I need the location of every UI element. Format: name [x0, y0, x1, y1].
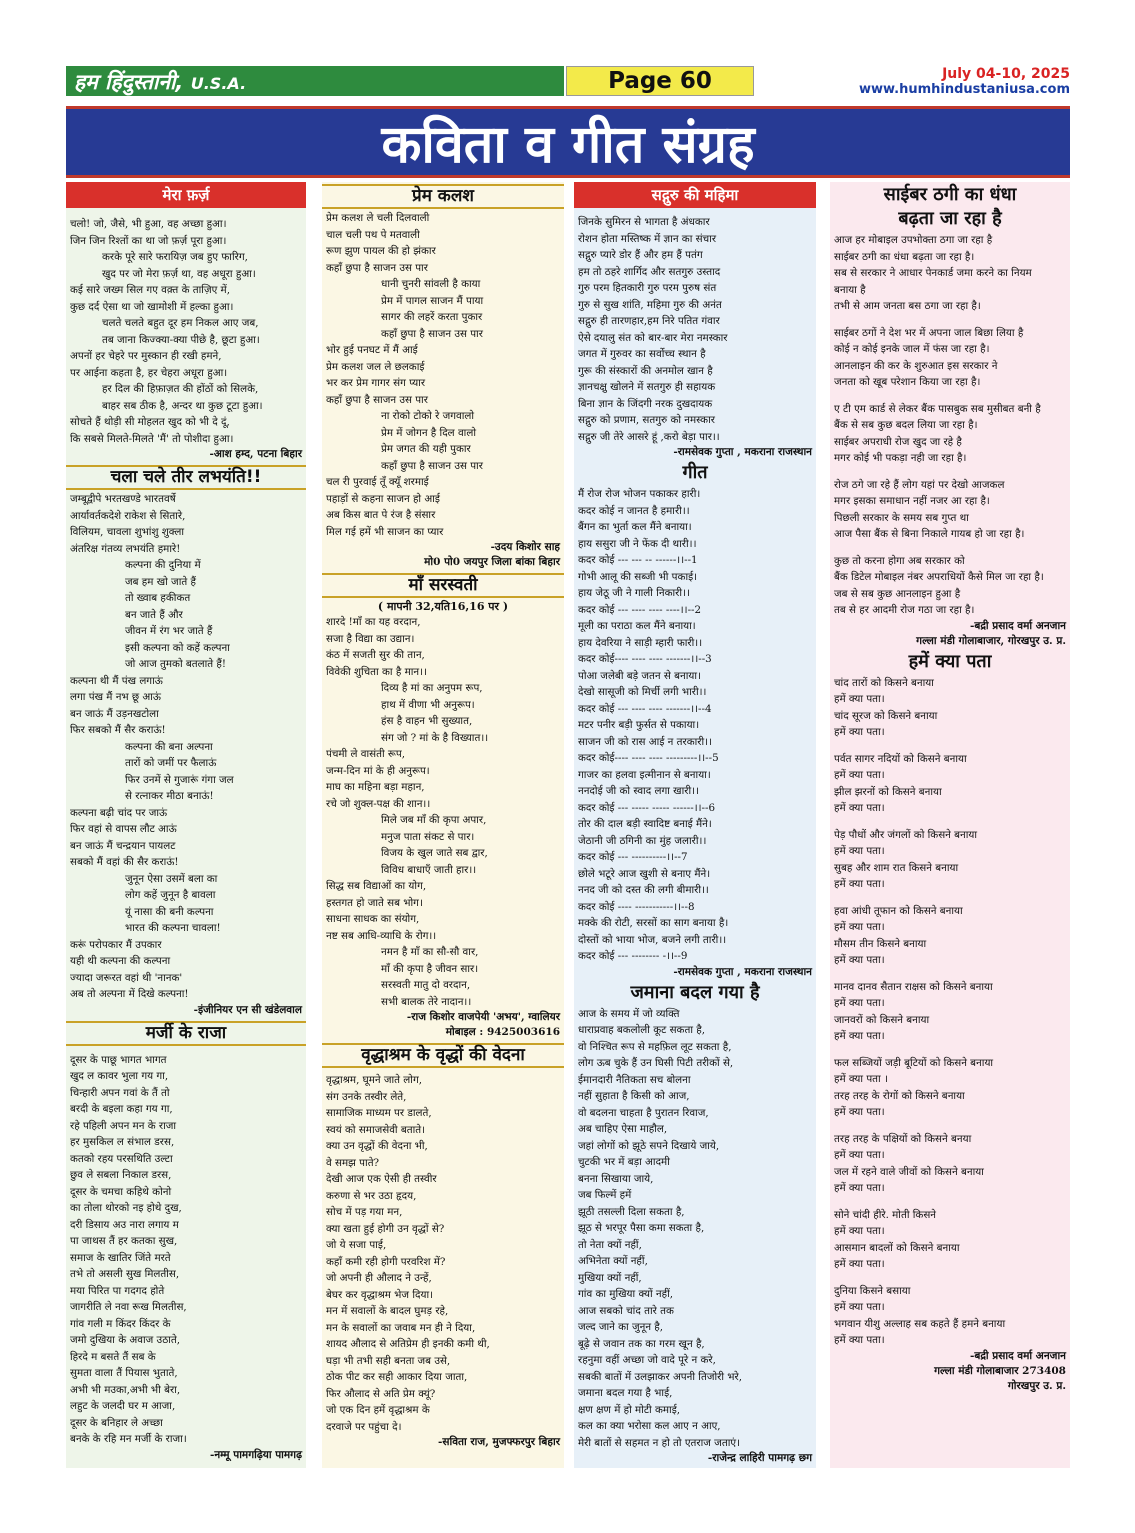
issue-date: July 04-10, 2025: [942, 66, 1070, 82]
poem-body: आज हर मोबाइल उपभोक्ता ठगा जा रहा है साईबर ठगी का धंधा बढ़ता जा रहा है। सब से सरकार ने आधार पेनकार्ड जमा करने का नियम बनाया है तभी से आम जनता बस ठगा जा रहा है। साईबर ठगों ने देश भर में अपना जाल बिछा लिया है कोई न कोई इनके जाल में फंस जा रहा है। आनलाइन की कर के शुरुआत इस सरकार ने जनता को खूब परेशान किया जा रहा है। ए टी एम कार्ड से लेकर बैंक पासबुक सब मुसीबत बनी है बैंक से सब कुछ बदल लिया जा रहा है। साईबर अपराधी रोज खुद जा रहे है मगर कोई भी पकड़ा नही जा रहा है। रोज ठगे जा रहे हैं लोग यहां पर देखो आजकल मगर इसका समाधान नहीं नजर आ रहा है। पिछली सरकार के समय सब गुप्त था आज पैसा बैंक से बिना निकाले गायब हो जा रहा है। कुछ तो करना होगा अब सरकार को बैंक डिटेल मोबाइल नंबर अपराधियों कैसे मिल जा रहा है। जब से सब कुछ आनलाइन हुआ है तब से हर आदमी रोज गठा जा रहा है।: [834, 232, 1066, 619]
poem-body: मैं रोज रोज भोजन पकाकर हारी। कदर कोई न जानत है हमारी।। बैंगन का भुर्ता कल मैंने बनाया। हाय ससुरा जी ने फेंक दी थारी।। कदर कोई --- --- -- ------।।--1 गोभी आलू की सब्जी भी पकाई। हाय जेठू जी ने गाली निकारी।। कदर कोई --- ---- ---- ----।।--2 मूली का पराठा कल मैंने बनाया। हाय देवरिया ने साड़ी म्हारी फारी।। कदर कोई---- ---- ---- -------।।--3 पोआ जलेबी बड़े जतन से बनाया। देखो सासूजी को मिर्ची लगी भारी।। कदर कोई --- ---- ---- -------।।--4 मटर पनीर बड़ी फुर्सत से पकाया। साजन जी को रास आई न तरकारी।। कदर कोई---- ---- ---- ---------।।--5 गाजर का हलवा इत्मीनान से बनाया। ननदोई जी को स्वाद लगा खारी।। कदर कोई --- ----- ----- ------।।--6 तोर की दाल बड़ी स्वादिष्ट बनाई मैंने। जेठानी जी ठगिनी का मुंह जलारी।। कदर कोई --- ----------।।--7 छोले भटूरे आज खुशी से बनाए मैंने। ननद जी को दस्त की लगी बीमारी।। कदर कोई ---- -----------।।--8 मक्के की रोटी, सरसों का साग बनाया है। दोस्तों को भाया भोज, बजने लगी तारी।। कदर कोई --- -------- -।।--9: [578, 488, 729, 962]
poem-author-address: मो0 पो0 जयपुर जिला बांका बिहार: [424, 556, 560, 568]
poem-body: आज के समय में जो व्यक्ति धाराप्रवाह बकलोली कूट सकता है, वो निश्चित रूप से महफ़िल लूट सकता है, लोग ऊब चुके हैं उन घिसी पिटी तरीकों से, ईमानदारी नैतिकता सच बोलना नहीं सुहाता है किसी को आज, वो बदलना चाहता है पुरातन रिवाज, अब चाहिए ऐसा माहौल, जहां लोगों को झूठे सपने दिखाये जाये, चुटकी भर में बड़ा आदमी बनना सिखाया जाये, जब फिल्में हमें झूठी तसल्ली दिला सकता है, झूठ से भरपूर पैसा कमा सकता है, तो नेता क्यों नहीं, अभिनेता क्यों नहीं, मुखिया क्यों नहीं, गांव का मुखिया क्यों नहीं, आज सबको चांद तारे तक जल्द जाने का जुनून है, बूढ़े से जवान तक का गरम खून है, रहनुमा वहीं अच्छा जो वादे पूरे न करे, सबकी बातों में उलझाकर अपनी तिजोरी भरे, जमाना बदल गया है भाई, क्षण क्षण में हो मोटी कमाई, कल का क्या भरोसा कल आए न आए, मेरी बातों से सहमत न हो तो एतराज जताएं।: [578, 1007, 743, 1449]
poem-title: वृद्धाश्रम के वृद्धों की वेदना: [322, 1043, 564, 1068]
poem-body: शारदे !माँ का यह वरदान, सजा है विद्या का उद्यान। कंठ में सजती सुर की तान, विवेकी शुचिता का है मान।। दिव्य है मां का अनुपम रूप, हाथ में वीणा भी अनुरूप। हंस है वाहन भी सुख्यात, संग जो ? मां के है विख्यात।। पंचमी ले वासंती रूप, जन्म-दिन मां के ही अनुरूप। माघ का महिना बड़ा महान, रचे जो शुक्ल-पक्ष की शान।। मिले जब माँ की कृपा अपार, मनुज पाता संकट से पार। विजय के खुल जाते सब द्वार, विविध बाधाएँ जाती हार।। सिद्ध सब विद्याओं का योग, हस्तगत हो जाते सब भोग। साधना साधक का संयोग, नष्ट सब आधि-व्याधि के रोग।। नमन है माँ का सौ-सौ वार, माँ की कृपा है जीवन सार। सरस्वती मातु दो वरदान, सभी बालक तेरे नादान।।: [326, 616, 489, 1008]
poem-body: चांद तारों को किसने बनाया हमें क्या पता। चांद सूरज को किसने बनाया हमें क्या पता। पर्वत सागर नदियों को किसने बनाया हमें क्या पता। झील झरनों को किसने बनाया हमें क्या पता। पेड़ पौधों और जंगलों को किसने बनाया हमें क्या पता। सुबह और शाम रात किसने बनाया हमें क्या पता। हवा आंधी तूफान को किसने बनाया हमें क्या पता। मौसम तीन किसने बनाया हमें क्या पता। मानव दानव सैतान राक्षस को किसने बनाया हमें क्या पता। जानवरों को किसने बनाया हमें क्या पता। फल सब्जियों जड़ी बूटियों को किसने बनाया हमें क्या पता । तरह तरह के रोगों को किसने बनाया हमें क्या पता। तरह तरह के पक्षियों को किसने बनया हमें क्या पता। जल में रहने वाले जीवों को किसने बनाया हमें क्या पता। सोने चांदी हीरे. मोती किसने हमें क्या पता। आसमान बादलों को किसने बनाया हमें क्या पता। दुनिया किसने बसाया हमें क्या पता। भगवान यीशु अल्लाह सब कहते हैं हमने बनाया हमें क्या पता।: [834, 675, 1066, 1349]
poem-title: सद्गुरु की महिमा: [574, 182, 816, 208]
poem-body: चलो! जो, जैसे, भी हुआ, वह अच्छा हुआ। जिन जिन रिश्तों का था जो फ़र्ज़ पूरा हुआ। करके पूरे सारे फरायिज़ जब हुए फारिग, खुद पर जो मेरा फ़र्ज़ था, वह अधूरा हुआ। कई सारे जख्म सिल गए वक़्त के ताज़िए में, कुछ दर्द ऐसा था जो खामोशी में हल्का हुआ। चलते चलते बहुत दूर हम निकल आए जब, तब जाना किज्क्या-क्या पीछे है, छूटा हुआ। अपनों हर चेहरे पर मुस्कान ही रखी हमने, पर आईना कहता है, हर चेहरा अधूरा हुआ। हर दिल की हिफ़ाज़त की होंठों को सिलके, बाहर सब ठीक है, अन्दर था कुछ टूटा हुआ। सोचते हैं थोड़ी सी मोहलत खुद को भी दे दूं, कि सबसे मिलते-मिलते 'मैं' तो पोशीदा हुआ।: [70, 218, 263, 445]
poem-author: -रामसेवक गुप्ता , मकराना राजस्थान: [673, 965, 812, 978]
poem-title: साईबर ठगी का धंधा: [883, 184, 1017, 205]
poem-author: -बद्री प्रसाद वर्मा अनजान: [969, 1349, 1066, 1362]
poem-title-line-2: बढ़ता जा रहा है: [898, 208, 1002, 229]
stanza-gap: [834, 893, 1066, 903]
paper-region: U.S.A.: [190, 74, 247, 93]
column-1: [66, 182, 306, 1468]
poem-author: -सविता राज, मुजफ्फरपुर बिहार: [438, 1436, 560, 1448]
poem-author-city: गोरखपुर उ. प्र.: [1007, 1379, 1066, 1392]
poem-body: प्रेम कलश ले चली दिलवाली चाल चली पथ पे मतवाली रूण झुण पायल की हो झंकार कहाँ छुपा है साजन उस पार धानी चुनरी सांवली है काया प्रेम में पागल साजन मैं पाया सागर की लहरें करता पुकार कहाँ छुपा है साजन उस पार भोर हुई पनघट में मैं आई प्रेम कलश जल ले छलकाई भर कर प्रेम गागर संग प्यार कहाँ छुपा है साजन उस पार ना रोको टोको रे जगवालो प्रेम में जोगन है दिल वालो प्रेम जगत की यही पुकार कहाँ छुपा है साजन उस पार चल री पुरवाई तूँ क्यूँ शरमाई पहाड़ों से कहना साजन हो आई अब किस बात पे रंज है संसार मिल गई हमें भी साजन का प्यार: [326, 212, 484, 538]
stanza-gap: [834, 969, 1066, 979]
stanza-gap: [834, 741, 1066, 751]
poem-body: वृद्धाश्रम, घूमने जाते लोग, संग उनके तस्वीर लेते, सामाजिक माध्यम पर डालते, स्वयं को समाजसेवी बताते। क्या उन वृद्धों की वेदना भी, वे समझ पाते? देखी आज एक ऐसी ही तस्वीर करुणा से भर उठा हृदय, सोच में पड़ गया मन, क्या खता हुई होगी उन वृद्धों से? जो ये सजा पाई, कहाँ कमी रही होगी परवरिश में? जो अपनी ही औलाद ने उन्हें, बेघर कर वृद्धाश्रम भेज दिया। मन में सवालों के बादल घुमड़ रहे, मन के सवालों का जवाब मन ही ने दिया, शायद औलाद से अतिप्रेम ही इनकी कमी थी, घड़ा भी तभी सही बनता जब उसे, ठोक पीट कर सही आकार दिया जाता, फिर औलाद से अति प्रेम क्यूं? जो एक दिन हमें वृद्धाश्रम के दरवाजे पर पहुंचा दे।: [326, 1074, 490, 1433]
poem-body: जिनके सुमिरन से भागता है अंधकार रोशन होता मस्तिष्क में ज्ञान का संचार सद्गुरु प्यारे डोर हैं और हम हैं पतंग हम तो ठहरे शार्गिद और सतगुरु उस्ताद गुरु परम हितकारी गुरु परम पुरुष संत गुरु से सुख शांति, महिमा गुरु की अनंत सद्गुरु ही तारणहार,हम निरे पतित गंवार ऐसे दयालु संत को बार-बार मेरा नमस्कार जगत में गुरुवर का सर्वोच्च स्थान है गुरू की संस्कारों की अनमोल खान है ज्ञानचक्षु खोलने में सतगुरु ही सहायक बिना ज्ञान के जिंदगी नरक दुखदायक सद्गुरु को प्रणाम, सतगुरु को नमस्कार सद्गुरु जी तेरे आसरे हूं ,करो बेड़ा पार।।: [578, 216, 728, 443]
page-header: [66, 66, 1070, 100]
stanza-gap: [834, 1121, 1066, 1131]
poem-title: गीत: [682, 462, 708, 483]
website-link[interactable]: www.humhindustaniusa.com: [858, 82, 1070, 97]
poem-body: जम्बूद्वीपे भरतखण्डे भारतवर्षे आर्यावर्तकदेशे राकेश से सितारे, विलियम, चावला शुभांशु शुक्ला अंतरिक्ष गंतव्य लभयंति हमारे! कल्पना की दुनिया में जब हम खो जाते हैं तो ख्वाब हकीकत बन जाते हैं और जीवन में रंग भर जाते हैं इसी कल्पना को कहें कल्पना जो आज तुमको बतलाते हैं! कल्पना थी मैं पंख लगाऊं लगा पंख मैं नभ छू आऊं बन जाऊं मैं उड़नखटोला फिर सबको मैं सैर कराऊं! कल्पना की बना अल्पना तारों को जमीं पर फैलाऊं फिर उनमें से गुजारूं गंगा जल से रत्नाकर मीठा बनाऊं! कल्पना बढ़ी चांद पर जाऊं फिर वहां से वापस लौट आऊं बन जाऊं मैं चन्द्रयान पायलट सबको मैं वहां की सैर कराऊं! जुनून ऐसा उसमें बला का लोग कहें जुनून है बावला यूं नासा की बनी कल्पना भारत की कल्पना चावला! करूं परोपकार मैं उपकार यही थी कल्पना की कल्पना ज्यादा जरूरत वहां थी 'नानक' अब तो अल्पना में दिखे कल्पना!: [70, 493, 234, 1000]
poem-author: -नम्मू पामगढ़िया पामगढ़: [209, 1448, 302, 1461]
masthead: [66, 66, 564, 96]
column-3: [574, 182, 816, 1468]
poem-title: जमाना बदल गया है: [630, 981, 760, 1003]
poem-title: हमें क्या पता: [908, 650, 992, 672]
stanza-gap: [834, 467, 1066, 477]
poem-title: मर्जी के राजा: [66, 1021, 306, 1046]
column-4: [830, 182, 1070, 1468]
poem-title: चला चले तीर लभयंति!!: [66, 465, 306, 490]
stanza-gap: [834, 1045, 1066, 1055]
poem-author-address: गल्ला मंडी गोलाबाजार, गोरखपुर उ. प्र.: [916, 634, 1066, 647]
poem-body: दूसर के पाछू भागत भागत खुद ल कावर भुला गय गा, चिन्हारी अपन गवां के तैं तो बरदी के बइला कहा गय गा, रहे पहिली अपन मन के राजा हर मुसकिल ल संभाल डरस, कतको रहय परसथिति उल्टा छुव ले सबला निकाल डरस, दूसर के चमचा कहिथे कोनो का तोला थोरको नइ होथे दुख, दरी डिसाय अउ नारा लगाय म पा जाथस तैं हर कतका सुख, समाज के खातिर जिंते मरते तभे तो असली सुख मिलतीस, मया पिरित पा गदगद होते जागरीति ले नवा रूख मिलतीस, गांव गली म किंदर किंदर के जमो दुखिया के अवाज उठाते, हिरदे म बसते तैं सब के सुमता वाला तैं पियास भुताते, अभी भी मउका,अभी भी बेरा, लहुट के जलदी घर म आजा, दूसर के बनिहार ले अच्छा बनके के रहि मन मर्जी के राजा।: [70, 1053, 187, 1445]
poem-author: -राज किशोर वाजपेयी 'अभय', ग्वालियर: [406, 1011, 560, 1023]
page-number: Page 60: [566, 66, 754, 96]
section-banner: कविता व गीत संग्रह: [66, 106, 1070, 178]
poem-author-phone: मोबाइल : 9425003616: [445, 1026, 560, 1038]
poem-author: -रामसेवक गुप्ता , मकराना राजस्थान: [673, 446, 812, 458]
poem-author: -इंजीनियर एन सी खंडेलवाल: [193, 1003, 302, 1016]
column-2: [322, 182, 564, 1468]
stanza-gap: [834, 1197, 1066, 1207]
stanza-gap: [834, 817, 1066, 827]
poem-title: प्रेम कलश: [322, 184, 564, 209]
issue-info: [859, 66, 1070, 98]
poem-title: मेरा फ़र्ज़: [66, 182, 306, 208]
stanza-gap: [834, 391, 1066, 401]
poem-author: -राजेन्द्र लाहिरी पामगढ़ छग: [707, 1452, 812, 1464]
stanza-gap: [834, 315, 1066, 325]
paper-name: हम हिंदुस्तानी,: [74, 70, 184, 94]
stanza-gap: [834, 543, 1066, 553]
poem-author: -उदय किशोर साह: [490, 541, 560, 553]
poem-subtitle: ( मापनी 32,यति16,16 पर ): [377, 600, 509, 613]
stanza-gap: [834, 1273, 1066, 1283]
poem-author: -बद्री प्रसाद वर्मा अनजान: [969, 619, 1066, 632]
poem-author-address: गल्ला मंडी गोलाबाजार 273408: [934, 1364, 1066, 1377]
poem-title: माँ सरस्वती: [322, 573, 564, 598]
poem-author: -आश हम्द, पटना बिहार: [209, 448, 302, 460]
